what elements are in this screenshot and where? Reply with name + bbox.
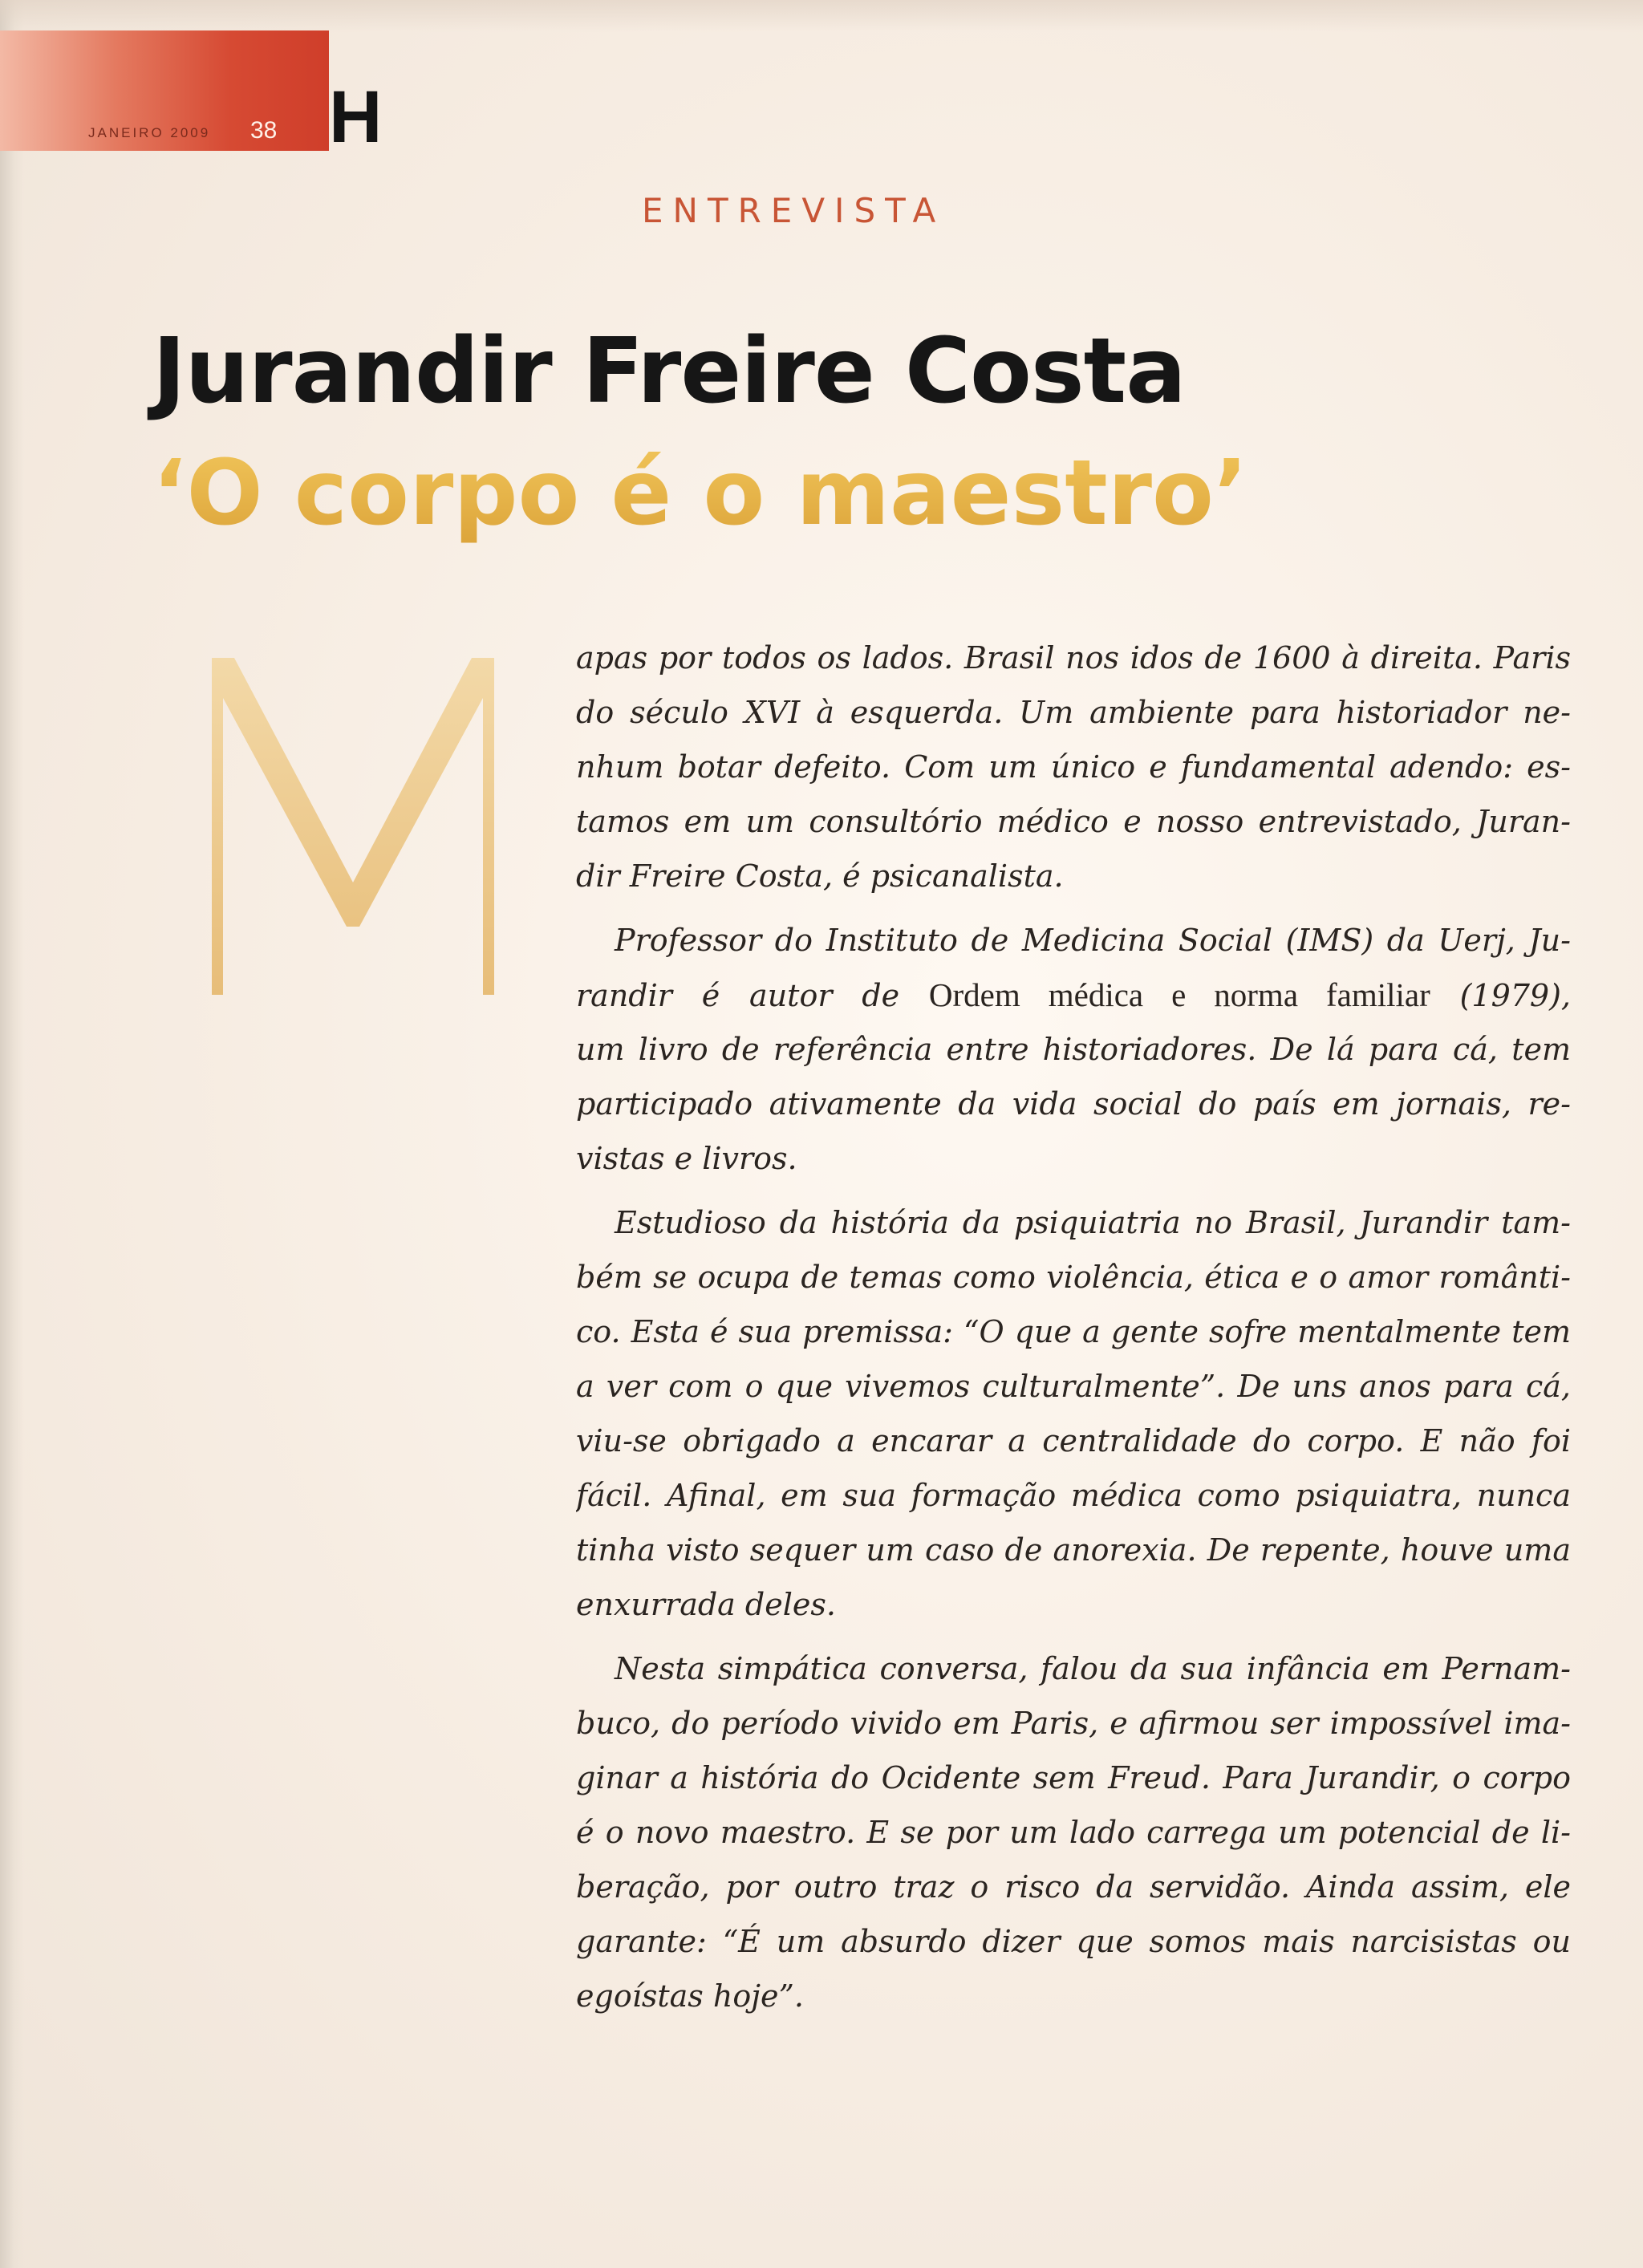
body-line: vistas e livros. xyxy=(576,1141,797,1176)
body-line: enxurrada deles. xyxy=(576,1587,836,1622)
body-line: participado ativamente da vida social do país em jornais, re- xyxy=(576,1086,1571,1122)
book-title: Ordem médica e norma familiar xyxy=(928,976,1430,1013)
body-line: viu-se obrigado a encarar a centralidade do corpo. E não foi xyxy=(576,1423,1571,1459)
article-body xyxy=(576,631,1571,2023)
page-number: 38 xyxy=(250,117,278,144)
body-line: fácil. Afinal, em sua formação médica como psiquiatra, nunca xyxy=(576,1478,1571,1513)
body-line: Nesta simpática conversa, falou da sua infância em Pernam- xyxy=(615,1651,1571,1686)
body-text: (1979), xyxy=(1430,978,1571,1013)
body-line: garante: “É um absurdo dizer que somos mais narcisistas ou xyxy=(576,1924,1571,1959)
body-line: egoístas hoje”. xyxy=(576,1978,804,2014)
section-label: ENTREVISTA xyxy=(642,191,946,230)
body-line: Professor do Instituto de Medicina Social (IMS) da Uerj, Ju- xyxy=(615,923,1571,958)
body-line: ginar a história do Ocidente sem Freud. Para Jurandir, o corpo xyxy=(576,1760,1571,1795)
body-line: é o novo maestro. E se por um lado carrega um potencial de li- xyxy=(576,1815,1571,1850)
body-text: randir é autor de xyxy=(576,978,929,1013)
dropcap-m xyxy=(201,642,505,1011)
body-line: Estudioso da história da psiquiatria no Brasil, Jurandir tam- xyxy=(615,1205,1571,1240)
article-title: Jurandir Freire Costa xyxy=(152,319,1186,424)
article-subtitle: ‘O corpo é o maestro’ xyxy=(152,441,1248,546)
body-line xyxy=(576,968,1571,1022)
page-gutter-shadow xyxy=(0,0,24,2268)
body-line: buco, do período vivido em Paris, e afirmou ser impossível ima- xyxy=(576,1706,1571,1741)
body-line: co. Esta é sua premissa: “O que a gente sofre mentalmente tem xyxy=(576,1314,1571,1349)
body-line: a ver com o que vivemos culturalmente”. De uns anos para cá, xyxy=(576,1369,1571,1404)
body-line: dir Freire Costa, é psicanalista. xyxy=(576,858,1064,894)
magazine-logo: H xyxy=(329,76,383,158)
body-line: tamos em um consultório médico e nosso entrevistado, Juran- xyxy=(576,804,1571,839)
body-line: tinha visto sequer um caso de anorexia. De repente, houve uma xyxy=(576,1532,1571,1568)
body-line: bém se ocupa de temas como violência, ética e o amor românti- xyxy=(576,1260,1571,1295)
body-line: um livro de referência entre historiadores. De lá para cá, tem xyxy=(576,1032,1571,1067)
body-line: beração, por outro traz o risco da servidão. Ainda assim, ele xyxy=(576,1869,1571,1905)
page-top-shadow xyxy=(0,0,1643,32)
body-line: nhum botar defeito. Com um único e fundamental adendo: es- xyxy=(576,749,1571,785)
issue-month: JANEIRO 2009 xyxy=(88,125,211,140)
body-line: apas por todos os lados. Brasil nos idos de 1600 à direita. Paris xyxy=(576,640,1571,676)
body-line: do século XVI à esquerda. Um ambiente para historiador ne- xyxy=(576,695,1571,730)
